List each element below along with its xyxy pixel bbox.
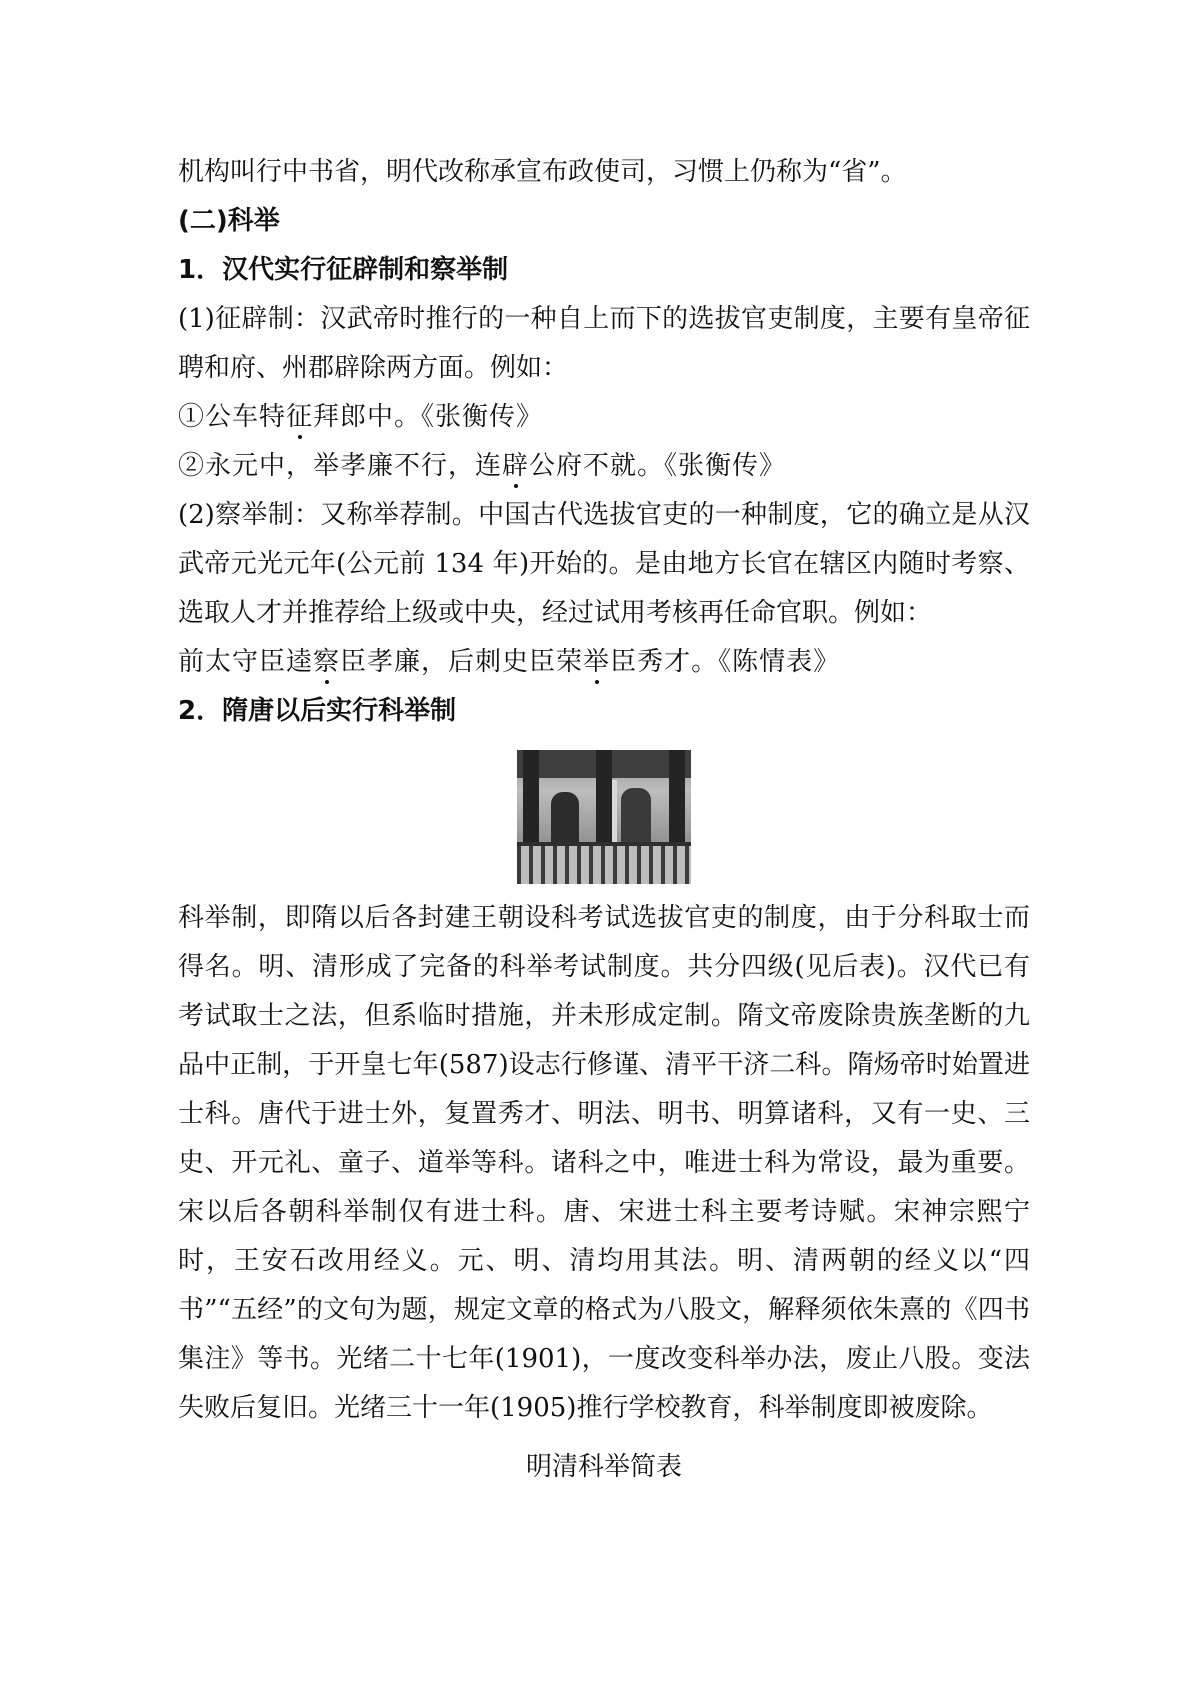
photo-figure	[178, 750, 1030, 884]
example-3-emphasis-2: 举	[583, 647, 611, 677]
example-1-text-a: ①公车特	[178, 402, 287, 432]
example-2	[178, 442, 1030, 491]
example-3-emphasis-1: 察	[313, 647, 341, 677]
paragraph-chaju: (2)察举制：又称举荐制。中国古代选拔官吏的一种制度，它的确立是从汉武帝元光元年(公元前 134 年)开始的。是由地方长官在辖区内随时考察、选取人才并推荐给上级或中央，经过试用考核再任命官职。例如：	[178, 500, 1030, 628]
example-2-text-a: ②永元中，举孝廉不行，连	[178, 451, 503, 481]
photo-railing	[517, 846, 691, 884]
photo-figure-right	[621, 788, 651, 850]
example-1-emphasis: 征	[286, 402, 314, 432]
section-heading-keju: (二)科举	[178, 206, 280, 236]
exam-cell-photo	[517, 750, 691, 884]
paragraph-keju: 科举制，即隋以后各封建王朝设科考试选拔官吏的制度，由于分科取士而得名。明、清形成了完备的科举考试制度。共分四级(见后表)。汉代已有考试取士之法，但系临时措施，并未形成定制。隋文帝废除贵族垄断的九品中正制，于开皇七年(587)设志行修谨、清平干济二科。隋炀帝时始置进士科。唐代于进士外，复置秀才、明法、明书、明算诸科，又有一史、三史、开元礼、童子、道举等科。诸科之中，唯进士科为常设，最为重要。宋以后各朝科举制仅有进士科。唐、宋进士科主要考诗赋。宋神宗熙宁时，王安石改用经义。元、明、清均用其法。明、清两朝的经义以“四书”“五经”的文句为题，规定文章的格式为八股文，解释须依朱熹的《四书集注》等书。光绪二十七年(1901)，一度改变科举办法，废止八股。变法失败后复旧。光绪三十一年(1905)推行学校教育，科举制度即被废除。	[178, 903, 1030, 1423]
example-3-text-b: 臣孝廉，后刺史臣荣	[340, 647, 584, 677]
subheading-sui-tang: 2．隋唐以后实行科举制	[178, 696, 457, 726]
subheading-han-system: 1．汉代实行征辟制和察举制	[178, 255, 509, 285]
example-3	[178, 638, 1030, 687]
example-3-text-c: 臣秀才。《陈情表》	[610, 647, 841, 677]
table-caption: 明清科举简表	[525, 1452, 682, 1482]
document-page	[178, 148, 1030, 1492]
example-2-text-b: 公府不就。《张衡传》	[529, 451, 787, 481]
paragraph-zhengbi: (1)征辟制：汉武帝时推行的一种自上而下的选拔官吏制度，主要有皇帝征聘和府、州郡辟除两方面。例如：	[178, 304, 1030, 383]
example-1-text-b: 拜郎中。《张衡传》	[313, 402, 544, 432]
paragraph-province: 机构叫行中书省，明代改称承宣布政使司，习惯上仍称为“省”。	[178, 157, 907, 187]
example-1	[178, 393, 1030, 442]
example-3-text-a: 前太守臣逵	[178, 647, 314, 677]
example-2-emphasis: 辟	[502, 451, 530, 481]
